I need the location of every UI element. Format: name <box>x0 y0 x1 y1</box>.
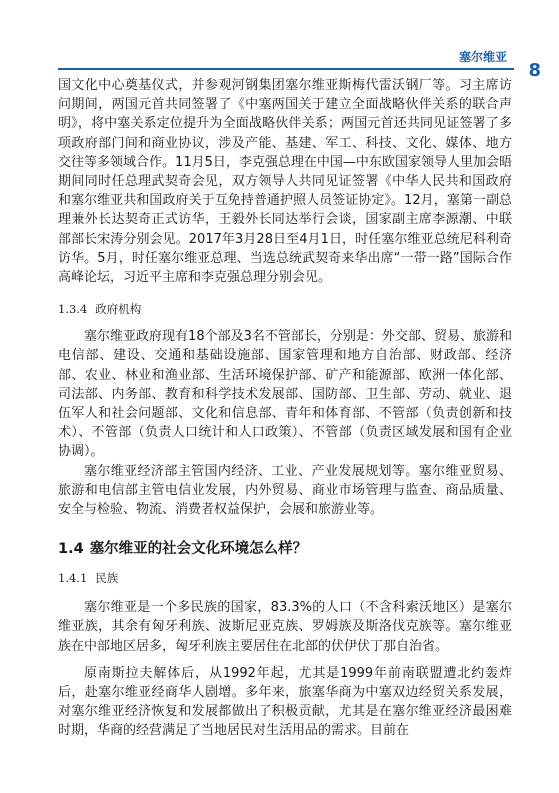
section-title: 民族 <box>95 571 119 586</box>
paragraph-government-ministries: 塞尔维亚政府现有18个部及3名不管部长，分别是：外交部、贸易、旅游和电信部、建设、交通和基础设施部、国家管理和地方自治部、财政部、经济部、农业、林业和渔业部、生活环境保护部、矿产和能源部、欧洲一体化部、司法部、内务部、教育和科学技术发展部、国防部、卫生部、劳动、就业、退伍军人和社会问题部、文化和信息部、青年和体育部、不管部（负责创新和技术）、不管部（负责人口统计和人口政策）、不管部（负责区域发展和国有企业协调）。 <box>58 329 512 460</box>
section-number: 1.4 <box>58 541 84 558</box>
paragraph-chinese-community: 原南斯拉夫解体后，从1992年起，尤其是1999年前南联盟遭北约轰炸后，赴塞尔维亚经商华人剧增。多年来，旅塞华商为中塞双边经贸关系发展，对塞尔维亚经济恢复和发展都做出了积极贡献，尤其是在塞尔维亚经济最困难时期，华商的经营满足了当地居民对生活用品的需求。目前在 <box>58 665 512 739</box>
section-number: 1.4.1 <box>58 571 88 586</box>
section-heading-1-4 <box>58 537 512 558</box>
running-header-title: 塞尔维亚 <box>458 50 507 64</box>
paragraph-ethnic-groups: 塞尔维亚是一个多民族的国家，83.3%的人口（不含科索沃地区）是塞尔维亚族，其余有匈牙利族、波斯尼亚克族、罗姆族及斯洛伐克族等。塞尔维亚族在中部地区居多，匈牙利族主要居住在北部的伏伊伏丁那自治省。 <box>58 600 512 654</box>
paragraph-diplomatic-relations: 国文化中心奠基仪式，并参观河钢集团塞尔维亚斯梅代雷沃钢厂等。习主席访问期间，两国元首共同签署了《中塞两国关于建立全面战略伙伴关系的联合声明》，将中塞关系定位提升为全面战略伙伴关系；两国元首还共同见证签署了多项政府部门间和商业协议，涉及产能、基建、军工、科技、文化、媒体、地方交往等多领域合作。11月5日，李克强总理在中国—中东欧国家领导人里加会晤期间同时任总理武契奇会见，双方领导人共同见证签署《中华人民共和国政府和塞尔维亚共和国政府关于互免持普通护照人员签证协定》。12月，塞第一副总理兼外长达契奇正式访华，王毅外长同达举行会谈，国家副主席李源潮、中联部部长宋涛分别会见。2017年3月28日至4月1日，时任塞尔维亚总统尼科利奇访华。5月，时任塞尔维亚总理、当选总统武契奇来华出席“一带一路”国际合作高峰论坛，习近平主席和李克强总理分别会见。 <box>58 78 512 286</box>
page-number: 8 <box>528 60 541 81</box>
section-number: 1.3.4 <box>58 302 88 317</box>
section-heading-1-3-4 <box>58 301 512 317</box>
section-heading-1-4-1 <box>58 570 512 586</box>
paragraph-economy-ministry: 塞尔维亚经济部主管国内经济、工业、产业发展规划等。塞尔维亚贸易、旅游和电信部主管电信业发展，内外贸易、商业市场管理与监查、商品质量、安全与检验、物流、消费者权益保护，会展和旅游业等。 <box>58 463 512 518</box>
section-title: 政府机构 <box>95 302 142 317</box>
body-text <box>58 76 512 741</box>
header-rule <box>58 68 514 70</box>
section-title: 塞尔维亚的社会文化环境怎么样？ <box>89 541 308 558</box>
